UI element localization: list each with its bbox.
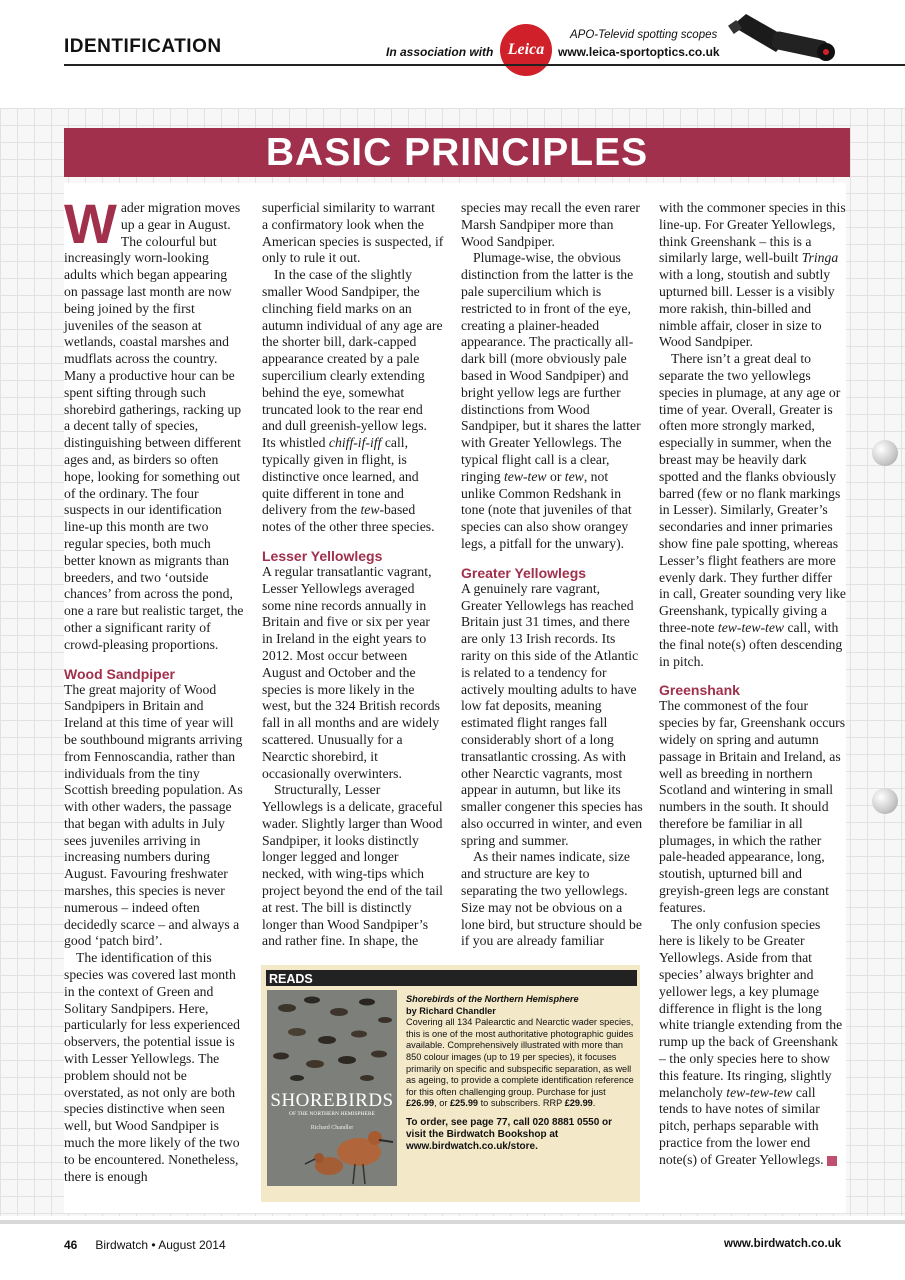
book-cover-title: SHOREBIRDS	[270, 1090, 394, 1111]
price: £26.99	[406, 1098, 435, 1109]
column-1	[64, 192, 244, 1185]
page-header	[0, 0, 905, 70]
spotting-scope-icon	[728, 12, 848, 64]
genus-text: Tringa	[801, 250, 839, 266]
article-title: BASIC PRINCIPLES	[265, 131, 649, 174]
footer-left	[64, 1238, 226, 1252]
paragraph: superficial similarity to warrant a confirmatory look when the American species is suspected, if only to rule it out.	[262, 200, 444, 266]
paragraph: In the case of the slightly smaller Wood Sandpiper, the clinching field marks on an autumn individual of any age are the shorter bill, dark-capped appearance created by a pale supercilium clearly extending behind the eye, somewhat truncated look to the rear end and dull greenish-yellow legs. Its whistled chiff-if-iff call, typically given in flight, is distinctive once learned, and quite different in tone and delivery from the tew-based notes of the other three species.	[262, 267, 443, 535]
page-number: 46	[64, 1238, 78, 1252]
footer-rule	[0, 1220, 905, 1224]
end-mark	[827, 1156, 837, 1166]
book-cover[interactable]	[267, 990, 397, 1186]
heading-lesser-yellowlegs: Lesser Yellowlegs	[262, 547, 383, 564]
binder-ring	[872, 440, 898, 466]
sponsor-tagline: APO-Televid spotting scopes	[570, 29, 718, 41]
call-text: tew-tew-tew	[726, 1084, 793, 1100]
column-4	[659, 200, 846, 1169]
paragraph: with the commoner species in this line-up. For Greater Yellowlegs, think Greenshank – this is a similarly large, well-built Tringa with a long, stoutish and subtly upturned bill. Lesser is a visibly more rakish, thin-billed and nimble affair, closer in size to Wood Sandpiper.	[659, 200, 846, 350]
book-title: Shorebirds of the Northern Hemisphere	[406, 994, 579, 1004]
binder-ring	[872, 788, 898, 814]
paragraph: Plumage-wise, the obvious distinction from the latter is the pale supercilium which is restricted to in front of the eye, creating a plainer-headed appearance. The practically all-dark bill (more obviously pale based in Wood Sandpiper) and bright yellow legs are further distinctions from Wood Sandpiper, but it shares the latter with Greater Yellowlegs. The typical flight call is a clear, ringing tew-tew or tew, not unlike Common Redshank in tone (note that juveniles of that species can also show orangey legs, a pitfall for the unwary).	[461, 250, 641, 551]
paragraph: There isn’t a great deal to separate the two yellowlegs species in plumage, at any age or time of year. Overall, Greater is often more strongly marked, especially in summer, when the breast may be heavily dark spotted and the flanks obviously barred (few or no flank markings in Lesser). Similarly, Greater’s secondaries and inner primaries show fine pale spotting, whereas Lesser’s flight feathers are more evenly dark. They further differ in call, Greater sounding very like Greenshank, typically giving a three-note tew-tew-tew call, with the final note(s) often descending in pitch.	[659, 351, 847, 669]
rrp: £29.99	[564, 1098, 593, 1109]
book-description: Covering all 134 Palearctic and Nearctic wader species, this is one of the most authoritative photographic guides available. Comprehensively illustrated with more than 850 colour images (up to 19 per species), it focuses primarily on specific and subspecific separation, as well as ageing, to provide a complete identification reference for this often challenging group. Purchase for just £26.99, or £25.99 to subscribers. RRP £29.99.	[406, 1017, 634, 1109]
book-cover-author: Richard Chandler	[310, 1125, 354, 1131]
subscriber-price: £25.99	[449, 1098, 479, 1109]
paragraph: A genuinely rare vagrant, Greater Yellowlegs has reached Britain just 31 times, and there are only 13 Irish records. Its rarity on this side of the Atlantic is related to a tendency for actively moulting adults to have low fat deposits, meaning estimated flight ranges fall considerably short of a long transatlantic crossing. As with other Nearctic vagrants, most appear in autumn, but like its smaller congener this species has also occurred in winter, and even spring and summer.	[461, 580, 643, 848]
heading-wood-sandpiper: Wood Sandpiper	[64, 665, 175, 682]
paragraph: As their names indicate, size and structure are key to separating the two yellowlegs. Size may not be obvious on a lone bird, but structure should be if you are already familiar	[461, 849, 642, 949]
order-info[interactable]: To order, see page 77, call 020 8881 0550 or visit the Birdwatch Bookshop at www.birdwatch.co.uk/store.	[406, 1116, 613, 1152]
book-cover-art	[267, 990, 397, 1186]
section-label: IDENTIFICATION	[64, 36, 222, 57]
column-2	[262, 200, 444, 950]
book-cover-subtitle: OF THE NORTHERN HEMISPHERE	[289, 1111, 375, 1117]
paragraph: The commonest of the four species by far, Greenshank occurs widely on spring and autumn passage in Britain and Ireland, as well as breeding in northern Scotland and wintering in small numbers in the south. It should therefore be familiar in all plumages, in which the rather pale-headed appearance, long, stoutish, upturned bill and greyish-green legs are constant features.	[659, 698, 846, 915]
paragraph: The only confusion species here is likely to be Greater Yellowlegs. Aside from that species’ always brighter and yellower legs, a key plumage difference in flight is the long white triangle extending from the rump up the back of Greenshank – the only species here to show this feature. Its ringing, slightly melancholy tew-tew-tew call tends to have notes of similar pitch, perhaps separable with practice from the lower end note(s) of Greater Yellowlegs.	[659, 916, 843, 1167]
call-text: tew-tew	[503, 468, 547, 484]
header-rule	[64, 64, 905, 66]
reads-label-bar	[266, 970, 637, 986]
call-text: chiff-if-iff	[328, 435, 382, 451]
footer-url[interactable]: www.birdwatch.co.uk	[724, 1238, 842, 1250]
drop-cap: W	[64, 192, 117, 255]
reads-text	[406, 994, 634, 1153]
leica-logo[interactable]: Leica	[500, 24, 552, 76]
sponsor-url[interactable]: www.leica-sportoptics.co.uk	[558, 45, 720, 59]
paragraph: Structurally, Lesser Yellowlegs is a delicate, graceful wader. Slightly larger than Wood Sandpiper, it looks distinctly longer legged and longer necked, with wing-tips which project beyond the end of the tail at rest. The bill is distinctly longer than Wood Sandpiper’s and rather fine. In shape, the	[262, 782, 443, 949]
heading-greenshank: Greenshank	[659, 682, 740, 699]
reads-label: READS	[269, 972, 313, 986]
call-text: tew	[360, 502, 380, 518]
issue-info: Birdwatch • August 2014	[95, 1238, 226, 1252]
intro-paragraph: ader migration moves up a gear in August. The colourful but increasingly worn-looking adults which began appearing on passage last month are now being joined by the first juveniles of the season at wetlands, coastal marshes and mudflats across the country. Many a productive hour can be spent sifting through such shorebird gatherings, racking up a decent tally of species, distinguishing between different ages and, as birders so often hope, looking for something out of the ordinary. The four suspects in our identification line-up this month are two regular species, both much better known as migrants than breeders, and two ‘outside chances’ from across the pond, one a rare but realistic target, the other a significant rarity of crowd-pleasing proportions.	[64, 200, 244, 652]
call-text: tew	[564, 468, 584, 484]
paragraph: The identification of this species was covered last month in the context of Green and Solitary Sandpipers. Here, particularly for less experienced observers, the potential issue is with Lesser Yellowlegs. The problem should not be overstated, as not only are both species distinctive when seen well, but Wood Sandpiper is much the more likely of the two to be encountered. Nonetheless, there is enough	[64, 950, 240, 1184]
article-title-banner	[64, 128, 850, 177]
heading-greater-yellowlegs: Greater Yellowlegs	[461, 564, 587, 581]
column-3	[461, 200, 643, 950]
paragraph: A regular transatlantic vagrant, Lesser Yellowlegs averaged some nine records annually in Britain and five or six per year in Ireland in the eight years to 2012. Most occur between August and October and the species is more likely in the west, but the 324 British records fall in all months and are widely scattered. Unusually for a Nearctic shorebird, it occasionally overwinters.	[262, 563, 440, 781]
paragraph: The great majority of Wood Sandpipers in Britain and Ireland at this time of year will be southbound migrants arriving from Fennoscandia, rather than individuals from the tiny Scottish breeding population. As with other waders, the passage that began with adults in July sees juveniles arriving in increasing numbers during August. Favouring freshwater marshes, this species is never numerous – indeed often decidedly scarce – and always a good ‘patch bird’.	[64, 681, 243, 949]
paragraph: species may recall the even rarer Marsh Sandpiper more than Wood Sandpiper.	[461, 200, 640, 249]
association-text: In association with	[386, 45, 494, 59]
call-text: tew-tew-tew	[717, 619, 785, 635]
book-author: by Richard Chandler	[406, 1005, 496, 1016]
